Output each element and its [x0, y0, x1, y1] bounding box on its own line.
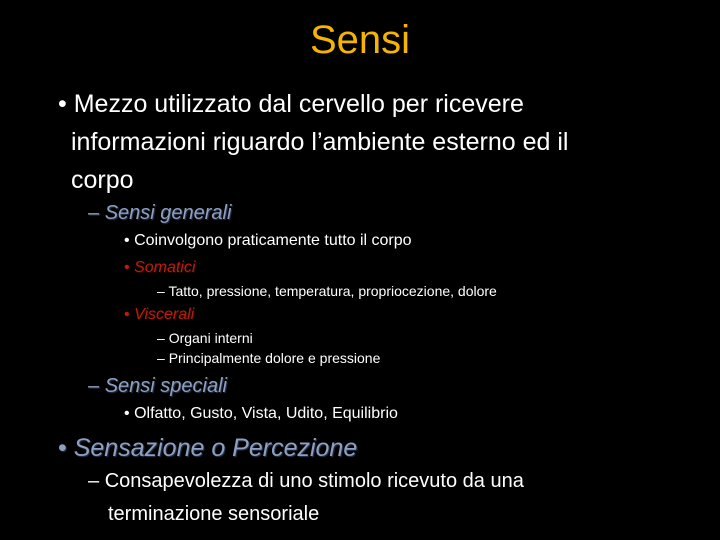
item-viscerali	[124, 305, 194, 325]
bullet-marker: •	[124, 405, 130, 422]
bullet-marker: •	[58, 90, 67, 118]
item-coinvolgono	[124, 231, 412, 251]
subbullet-sensi-speciali	[88, 373, 227, 399]
item-text: Coinvolgono praticamente tutto il corpo	[134, 232, 412, 249]
sensazione-label: Sensazione o Percezione	[73, 434, 358, 462]
bullet-mezzo-line1	[58, 86, 524, 122]
dash-marker: –	[88, 375, 100, 397]
item-text: Olfatto, Gusto, Vista, Udito, Equilibrio	[134, 405, 398, 422]
item-text: Consapevolezza di uno stimolo ricevuto da una	[104, 470, 524, 492]
dash-marker: –	[88, 202, 100, 224]
sensi-speciali-label: Sensi speciali	[104, 375, 227, 397]
bullet-mezzo-line2: informazioni riguardo l’ambiente esterno ed il	[71, 128, 569, 156]
bullet-mezzo-line3: corpo	[71, 166, 134, 194]
subbullet-sensi-generali	[88, 200, 231, 226]
item-text: Principalmente dolore e pressione	[168, 350, 381, 366]
item-tatto	[157, 282, 497, 300]
slide-title: Sensi	[309, 18, 411, 62]
item-somatici	[124, 258, 195, 278]
dash-marker: –	[157, 330, 165, 346]
viscerali-label: Viscerali	[134, 306, 195, 323]
subbullet-consapevolezza-line1	[88, 468, 524, 494]
sensi-generali-label: Sensi generali	[104, 202, 232, 224]
item-text: Organi interni	[168, 330, 253, 346]
bullet-marker: •	[124, 259, 130, 276]
somatici-label: Somatici	[134, 259, 196, 276]
bullet-text: Mezzo utilizzato dal cervello per ricevere	[73, 90, 524, 118]
item-principalmente	[157, 349, 380, 367]
dash-marker: –	[88, 470, 100, 492]
item-olfatto	[124, 404, 398, 424]
bullet-marker: •	[58, 434, 67, 462]
bullet-marker: •	[124, 306, 130, 323]
item-organi	[157, 329, 253, 347]
dash-marker: –	[157, 283, 165, 299]
subbullet-consapevolezza-line2: terminazione sensoriale	[108, 503, 320, 525]
dash-marker: –	[157, 350, 165, 366]
bullet-marker: •	[124, 232, 130, 249]
item-text: Tatto, pressione, temperatura, propriocezione, dolore	[168, 283, 497, 299]
bullet-sensazione	[58, 430, 357, 466]
